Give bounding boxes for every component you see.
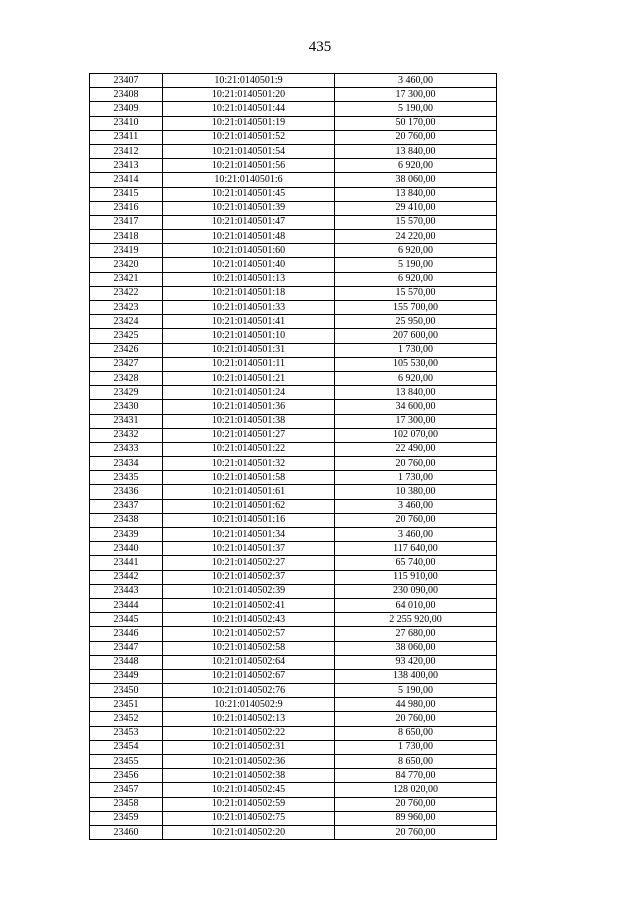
value-cell: 10 380,00 <box>335 485 497 499</box>
table-row <box>90 740 497 754</box>
row-number-cell: 23448 <box>90 655 163 669</box>
table-row <box>90 613 497 627</box>
value-cell: 64 010,00 <box>335 598 497 612</box>
cadastral-number-cell: 10:21:0140501:39 <box>163 201 335 215</box>
row-number-cell: 23430 <box>90 400 163 414</box>
value-cell: 6 920,00 <box>335 272 497 286</box>
row-number-cell: 23455 <box>90 755 163 769</box>
row-number-cell: 23407 <box>90 74 163 88</box>
row-number-cell: 23411 <box>90 130 163 144</box>
cadastral-number-cell: 10:21:0140501:56 <box>163 159 335 173</box>
table-row <box>90 315 497 329</box>
row-number-cell: 23429 <box>90 386 163 400</box>
value-cell: 5 190,00 <box>335 684 497 698</box>
cadastral-number-cell: 10:21:0140501:27 <box>163 428 335 442</box>
table-row <box>90 684 497 698</box>
row-number-cell: 23420 <box>90 258 163 272</box>
cadastral-number-cell: 10:21:0140501:22 <box>163 442 335 456</box>
table-row <box>90 499 497 513</box>
value-cell: 105 530,00 <box>335 357 497 371</box>
table-row <box>90 811 497 825</box>
row-number-cell: 23425 <box>90 329 163 343</box>
table-row <box>90 542 497 556</box>
table-row <box>90 825 497 839</box>
table-row <box>90 698 497 712</box>
cadastral-number-cell: 10:21:0140501:58 <box>163 471 335 485</box>
table-row <box>90 187 497 201</box>
table-row <box>90 783 497 797</box>
cadastral-number-cell: 10:21:0140501:62 <box>163 499 335 513</box>
row-number-cell: 23413 <box>90 159 163 173</box>
row-number-cell: 23440 <box>90 542 163 556</box>
value-cell: 128 020,00 <box>335 783 497 797</box>
cadastral-number-cell: 10:21:0140501:19 <box>163 116 335 130</box>
value-cell: 6 920,00 <box>335 371 497 385</box>
cadastral-number-cell: 10:21:0140501:20 <box>163 88 335 102</box>
cadastral-number-cell: 10:21:0140502:64 <box>163 655 335 669</box>
value-cell: 102 070,00 <box>335 428 497 442</box>
value-cell: 27 680,00 <box>335 627 497 641</box>
cadastral-number-cell: 10:21:0140501:52 <box>163 130 335 144</box>
row-number-cell: 23450 <box>90 684 163 698</box>
value-cell: 6 920,00 <box>335 244 497 258</box>
row-number-cell: 23438 <box>90 513 163 527</box>
table-row <box>90 712 497 726</box>
row-number-cell: 23416 <box>90 201 163 215</box>
row-number-cell: 23452 <box>90 712 163 726</box>
value-cell: 29 410,00 <box>335 201 497 215</box>
cadastral-number-cell: 10:21:0140501:60 <box>163 244 335 258</box>
cadastral-number-cell: 10:21:0140502:36 <box>163 755 335 769</box>
cadastral-number-cell: 10:21:0140501:48 <box>163 230 335 244</box>
table-row <box>90 755 497 769</box>
row-number-cell: 23418 <box>90 230 163 244</box>
cadastral-number-cell: 10:21:0140501:21 <box>163 371 335 385</box>
table-row <box>90 258 497 272</box>
row-number-cell: 23442 <box>90 570 163 584</box>
row-number-cell: 23409 <box>90 102 163 116</box>
cadastral-number-cell: 10:21:0140502:58 <box>163 641 335 655</box>
value-cell: 65 740,00 <box>335 556 497 570</box>
value-cell: 17 300,00 <box>335 414 497 428</box>
row-number-cell: 23436 <box>90 485 163 499</box>
cadastral-number-cell: 10:21:0140502:38 <box>163 769 335 783</box>
cadastral-number-cell: 10:21:0140501:18 <box>163 286 335 300</box>
table-row <box>90 669 497 683</box>
table-row <box>90 230 497 244</box>
table-row <box>90 74 497 88</box>
cadastral-number-cell: 10:21:0140501:45 <box>163 187 335 201</box>
table-row <box>90 88 497 102</box>
table-row <box>90 201 497 215</box>
row-number-cell: 23421 <box>90 272 163 286</box>
cadastral-number-cell: 10:21:0140502:45 <box>163 783 335 797</box>
cadastral-number-cell: 10:21:0140502:31 <box>163 740 335 754</box>
cadastral-number-cell: 10:21:0140501:11 <box>163 357 335 371</box>
row-number-cell: 23453 <box>90 726 163 740</box>
table-row <box>90 116 497 130</box>
cadastral-value-table <box>89 73 497 840</box>
value-cell: 138 400,00 <box>335 669 497 683</box>
value-cell: 20 760,00 <box>335 825 497 839</box>
table-row <box>90 485 497 499</box>
row-number-cell: 23460 <box>90 825 163 839</box>
row-number-cell: 23437 <box>90 499 163 513</box>
cadastral-number-cell: 10:21:0140501:32 <box>163 457 335 471</box>
table-row <box>90 272 497 286</box>
cadastral-number-cell: 10:21:0140501:54 <box>163 144 335 158</box>
value-cell: 207 600,00 <box>335 329 497 343</box>
value-cell: 44 980,00 <box>335 698 497 712</box>
value-cell: 3 460,00 <box>335 528 497 542</box>
page-number: 435 <box>308 39 332 55</box>
value-cell: 22 490,00 <box>335 442 497 456</box>
value-cell: 20 760,00 <box>335 457 497 471</box>
value-cell: 20 760,00 <box>335 712 497 726</box>
cadastral-number-cell: 10:21:0140502:9 <box>163 698 335 712</box>
cadastral-number-cell: 10:21:0140501:24 <box>163 386 335 400</box>
row-number-cell: 23417 <box>90 215 163 229</box>
cadastral-number-cell: 10:21:0140501:9 <box>163 74 335 88</box>
row-number-cell: 23456 <box>90 769 163 783</box>
cadastral-number-cell: 10:21:0140501:41 <box>163 315 335 329</box>
table-row <box>90 627 497 641</box>
value-cell: 1 730,00 <box>335 471 497 485</box>
cadastral-number-cell: 10:21:0140501:16 <box>163 513 335 527</box>
cadastral-number-cell: 10:21:0140501:38 <box>163 414 335 428</box>
value-cell: 1 730,00 <box>335 740 497 754</box>
row-number-cell: 23435 <box>90 471 163 485</box>
cadastral-number-cell: 10:21:0140501:6 <box>163 173 335 187</box>
value-cell: 13 840,00 <box>335 187 497 201</box>
table-row <box>90 286 497 300</box>
row-number-cell: 23410 <box>90 116 163 130</box>
row-number-cell: 23415 <box>90 187 163 201</box>
value-cell: 3 460,00 <box>335 499 497 513</box>
table-row <box>90 457 497 471</box>
row-number-cell: 23457 <box>90 783 163 797</box>
value-cell: 117 640,00 <box>335 542 497 556</box>
table-row <box>90 130 497 144</box>
row-number-cell: 23451 <box>90 698 163 712</box>
value-cell: 1 730,00 <box>335 343 497 357</box>
row-number-cell: 23459 <box>90 811 163 825</box>
cadastral-number-cell: 10:21:0140502:67 <box>163 669 335 683</box>
value-cell: 8 650,00 <box>335 726 497 740</box>
table-row <box>90 173 497 187</box>
cadastral-number-cell: 10:21:0140502:76 <box>163 684 335 698</box>
value-cell: 115 910,00 <box>335 570 497 584</box>
value-cell: 38 060,00 <box>335 641 497 655</box>
row-number-cell: 23422 <box>90 286 163 300</box>
value-cell: 2 255 920,00 <box>335 613 497 627</box>
cadastral-number-cell: 10:21:0140501:37 <box>163 542 335 556</box>
cadastral-number-cell: 10:21:0140501:31 <box>163 343 335 357</box>
value-cell: 25 950,00 <box>335 315 497 329</box>
table-row <box>90 215 497 229</box>
cadastral-number-cell: 10:21:0140502:27 <box>163 556 335 570</box>
table-row <box>90 655 497 669</box>
value-cell: 5 190,00 <box>335 258 497 272</box>
table-row <box>90 159 497 173</box>
table-row <box>90 556 497 570</box>
table-row <box>90 769 497 783</box>
row-number-cell: 23432 <box>90 428 163 442</box>
value-cell: 20 760,00 <box>335 513 497 527</box>
row-number-cell: 23441 <box>90 556 163 570</box>
cadastral-number-cell: 10:21:0140502:20 <box>163 825 335 839</box>
value-cell: 20 760,00 <box>335 130 497 144</box>
cadastral-number-cell: 10:21:0140502:22 <box>163 726 335 740</box>
value-cell: 5 190,00 <box>335 102 497 116</box>
table-row <box>90 414 497 428</box>
value-cell: 8 650,00 <box>335 755 497 769</box>
row-number-cell: 23419 <box>90 244 163 258</box>
table-row <box>90 471 497 485</box>
row-number-cell: 23414 <box>90 173 163 187</box>
value-cell: 84 770,00 <box>335 769 497 783</box>
value-cell: 3 460,00 <box>335 74 497 88</box>
table-row <box>90 329 497 343</box>
cadastral-number-cell: 10:21:0140501:34 <box>163 528 335 542</box>
value-cell: 13 840,00 <box>335 144 497 158</box>
row-number-cell: 23443 <box>90 584 163 598</box>
row-number-cell: 23439 <box>90 528 163 542</box>
row-number-cell: 23458 <box>90 797 163 811</box>
cadastral-number-cell: 10:21:0140501:13 <box>163 272 335 286</box>
table-row <box>90 102 497 116</box>
table-row <box>90 442 497 456</box>
cadastral-number-cell: 10:21:0140502:39 <box>163 584 335 598</box>
cadastral-number-cell: 10:21:0140502:59 <box>163 797 335 811</box>
row-number-cell: 23423 <box>90 301 163 315</box>
table-body <box>90 74 497 840</box>
value-cell: 38 060,00 <box>335 173 497 187</box>
table-row <box>90 570 497 584</box>
row-number-cell: 23427 <box>90 357 163 371</box>
table-row <box>90 343 497 357</box>
row-number-cell: 23408 <box>90 88 163 102</box>
table-row <box>90 357 497 371</box>
row-number-cell: 23447 <box>90 641 163 655</box>
table-row <box>90 584 497 598</box>
cadastral-number-cell: 10:21:0140502:41 <box>163 598 335 612</box>
cadastral-number-cell: 10:21:0140502:57 <box>163 627 335 641</box>
row-number-cell: 23434 <box>90 457 163 471</box>
table-row <box>90 797 497 811</box>
value-cell: 230 090,00 <box>335 584 497 598</box>
row-number-cell: 23446 <box>90 627 163 641</box>
table-row <box>90 144 497 158</box>
cadastral-number-cell: 10:21:0140501:33 <box>163 301 335 315</box>
table-row <box>90 428 497 442</box>
table-row <box>90 244 497 258</box>
value-cell: 89 960,00 <box>335 811 497 825</box>
table-row <box>90 386 497 400</box>
cadastral-number-cell: 10:21:0140501:44 <box>163 102 335 116</box>
value-cell: 34 600,00 <box>335 400 497 414</box>
row-number-cell: 23431 <box>90 414 163 428</box>
value-cell: 155 700,00 <box>335 301 497 315</box>
value-cell: 13 840,00 <box>335 386 497 400</box>
cadastral-number-cell: 10:21:0140501:10 <box>163 329 335 343</box>
table-row <box>90 641 497 655</box>
cadastral-number-cell: 10:21:0140502:43 <box>163 613 335 627</box>
cadastral-number-cell: 10:21:0140501:61 <box>163 485 335 499</box>
row-number-cell: 23424 <box>90 315 163 329</box>
value-cell: 50 170,00 <box>335 116 497 130</box>
cadastral-number-cell: 10:21:0140502:13 <box>163 712 335 726</box>
value-cell: 24 220,00 <box>335 230 497 244</box>
row-number-cell: 23428 <box>90 371 163 385</box>
table-row <box>90 400 497 414</box>
cadastral-number-cell: 10:21:0140502:75 <box>163 811 335 825</box>
cadastral-number-cell: 10:21:0140501:47 <box>163 215 335 229</box>
table-row <box>90 513 497 527</box>
row-number-cell: 23433 <box>90 442 163 456</box>
table-row <box>90 301 497 315</box>
value-cell: 6 920,00 <box>335 159 497 173</box>
cadastral-number-cell: 10:21:0140502:37 <box>163 570 335 584</box>
row-number-cell: 23444 <box>90 598 163 612</box>
value-cell: 20 760,00 <box>335 797 497 811</box>
cadastral-number-cell: 10:21:0140501:40 <box>163 258 335 272</box>
row-number-cell: 23445 <box>90 613 163 627</box>
table-row <box>90 598 497 612</box>
value-cell: 15 570,00 <box>335 286 497 300</box>
row-number-cell: 23449 <box>90 669 163 683</box>
table-row <box>90 528 497 542</box>
value-cell: 17 300,00 <box>335 88 497 102</box>
value-cell: 93 420,00 <box>335 655 497 669</box>
table-row <box>90 371 497 385</box>
row-number-cell: 23412 <box>90 144 163 158</box>
row-number-cell: 23426 <box>90 343 163 357</box>
table-row <box>90 726 497 740</box>
value-cell: 15 570,00 <box>335 215 497 229</box>
cadastral-number-cell: 10:21:0140501:36 <box>163 400 335 414</box>
row-number-cell: 23454 <box>90 740 163 754</box>
